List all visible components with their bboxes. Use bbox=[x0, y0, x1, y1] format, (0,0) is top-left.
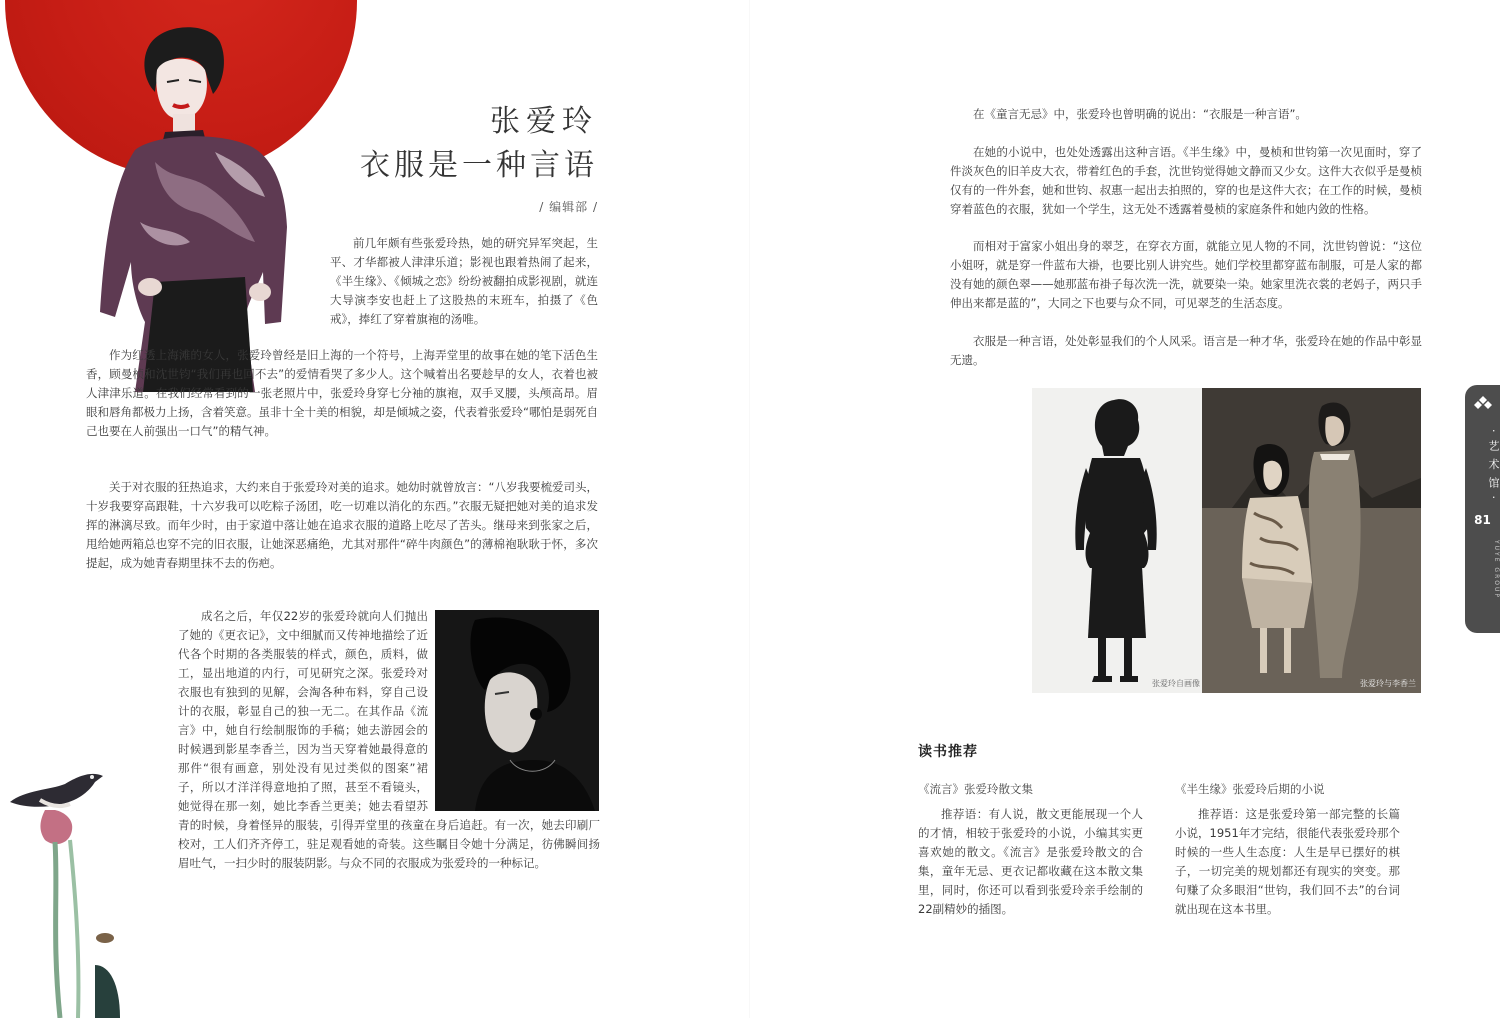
paragraph-cuizhi bbox=[950, 237, 1422, 313]
paragraph-quote bbox=[950, 105, 1422, 124]
paragraph-text: 成名之后，年仅22岁的张爱玲就向人们抛出了她的《更衣记》，文中细腻而又传神地描绘了近代各个时期的各类服装的样式，颜色，质料，做工，显出地道的内行，可见研究之深。张爱玲对衣服也有独到的见解，会淘各种布料，穿自己设计的衣服，彰显自己的独一无二。在其作品《流言》中，她自行绘制服饰的手稿；她去游园会的时候遇到影星李香兰，因为当天穿着她最得意的那件“很有画意，别处没有见过类似的图案”裙子，所以才洋洋得意地拍了照，甚至不看镜头，她觉得在那一刻，她比李香兰更美；她去看望苏青的时候，身着怪异的服装，引得弄堂里的孩童在身后追赶。有一次，她去印刷厂校对，工人们齐齐停工，驻足观看她的奇装。这些瞩目令她十分满足，彷佛瞬间扬眉吐气，一扫少时的服装阴影。与众不同的衣服成为张爱玲的一种标记。 bbox=[178, 609, 600, 870]
portrait-photo bbox=[435, 610, 599, 811]
recommend-book-1 bbox=[918, 780, 1143, 919]
paragraph-text: 而相对于富家小姐出身的翠芝，在穿衣方面，就能立见人物的不同，沈世钧曾说：“这位小姐呀，就是穿一件蓝布大褂，也要比别人讲究些。她们学校里都穿蓝布制服，可是人家的都没有她的颜色翠——她那蓝布褂子每次洗一洗，就要染一染。她家里洗衣裳的老妈子，两只手伸出来都是蓝的”，大同之下也要与众不同，可见翠芝的生活态度。 bbox=[950, 239, 1422, 310]
bird-on-lotus-decoration bbox=[0, 760, 120, 1018]
paragraph-text: 在她的小说中，也处处透露出这种言语。《半生缘》中，曼桢和世钧第一次见面时，穿了件淡灰色的旧羊皮大衣，带着红色的手套，沈世钧觉得她文静而又少女。这件大衣似乎是曼桢仅有的一件外套，她和世钧、叔惠一起出去拍照的，穿的也是这件大衣；在工作的时候，曼桢穿着蓝色的衣服，犹如一个学生，这无处不透露着曼桢的家庭条件和她内敛的性格。 bbox=[950, 145, 1422, 216]
article-title-block bbox=[360, 100, 598, 215]
diamond-leaf-icon bbox=[1474, 395, 1492, 413]
article-title-name: 张爱玲 bbox=[490, 104, 598, 139]
paragraph-shanghai bbox=[86, 346, 598, 441]
byline: / 编辑部 / bbox=[539, 200, 598, 214]
paragraph-text: 作为红透上海滩的女人，张爱玲曾经是旧上海的一个符号，上海弄堂里的故事在她的笔下活色生香，顾曼桢和沈世钧“我们再也回不去”的爱情看哭了多少人。这个喊着出名要趁早的女人，衣着也被人津津乐道。在我们经常看到的一张老照片中，张爱玲身穿七分袖的旗袍，双手叉腰，头颅高昂。眉眼和唇角都极力上扬，含着笑意。虽非十全十美的相貌，却是倾城之姿，代表着张爱玲“哪怕是弱死自己也要在人前强出一口气”的精气神。 bbox=[86, 348, 598, 438]
recommend-book-2 bbox=[1175, 780, 1400, 919]
book-description: 推荐语：这是张爱玲第一部完整的长篇小说，1951年才完结，很能代表张爱玲那个时候的一些人生态度：人生是早已摆好的棋子，一切完美的规划都还有现实的突变。那句赚了众多眼泪“世钧，我们回不去”的台词就出现在这本书里。 bbox=[1175, 807, 1400, 916]
recommend-title: 读书推荐 bbox=[918, 744, 978, 760]
book-title: 《半生缘》张爱玲后期的小说 bbox=[1175, 782, 1325, 796]
section-label: · 艺 术 馆 · bbox=[1487, 429, 1500, 501]
article-title: 衣服是一种言语 bbox=[360, 148, 598, 183]
paragraph-intro bbox=[330, 234, 598, 329]
section-tab bbox=[1465, 385, 1500, 633]
paragraph-text: 前几年颇有些张爱玲热，她的研究异军突起，生平、才华都被人津津乐道；影视也跟着热闹了起来，《半生缘》、《倾城之恋》纷纷被翻拍成影视剧，就连大导演李安也赶上了这股热的末班车，拍摄了《色戒》，捧红了穿着旗袍的汤唯。 bbox=[330, 236, 598, 326]
self-portrait-sketch bbox=[1032, 388, 1202, 693]
photo-caption-right: 张爱玲与李香兰 bbox=[1360, 679, 1416, 688]
paragraph-text: 衣服是一种言语，处处彰显我们的个人风采。语言是一种才华，张爱玲在她的作品中彰显无遗。 bbox=[950, 334, 1422, 367]
paragraph-conclusion bbox=[950, 332, 1422, 370]
illustration-woman-in-qipao bbox=[95, 22, 345, 392]
paragraph-novel bbox=[950, 143, 1422, 219]
photo-with-li-xianglan bbox=[1202, 388, 1421, 693]
paragraph-text: 关于对衣服的狂热追求，大约来自于张爱玲对美的追求。她幼时就曾放言：“八岁我要梳爱司头，十岁我要穿高跟鞋，十六岁我可以吃粽子汤团，吃一切难以消化的东西。”衣服无疑把她对美的追求发挥的淋漓尽致。而年少时，由于家道中落让她在追求衣服的道路上吃尽了苦头。继母来到张家之后，甩给她两箱总也穿不完的旧衣服，让她深恶痛绝，尤其对那件“碎牛肉颜色”的薄棉袍耿耿于怀，多次提起，成为她青春期里抹不去的伤疤。 bbox=[86, 480, 598, 570]
page-number: 81 bbox=[1474, 513, 1491, 527]
photo-pair bbox=[1032, 388, 1421, 693]
book-description: 推荐语：有人说，散文更能展现一个人的才情，相较于张爱玲的小说，小编其实更喜欢她的散文。《流言》是张爱玲散文的合集，童年无忌、更衣记都收藏在这本散文集里，同时，你还可以看到张爱玲亲手绘制的22副精妙的插图。 bbox=[918, 807, 1143, 916]
paragraph-text: 在《童言无忌》中，张爱玲也曾明确的说出：“衣服是一种言语”。 bbox=[973, 107, 1307, 121]
photo-caption-left: 张爱玲自画像 bbox=[1152, 679, 1200, 688]
paragraph-pursuit bbox=[86, 478, 598, 573]
book-title: 《流言》张爱玲散文集 bbox=[918, 782, 1033, 796]
section-english: YUYE GROUP bbox=[1493, 540, 1500, 599]
